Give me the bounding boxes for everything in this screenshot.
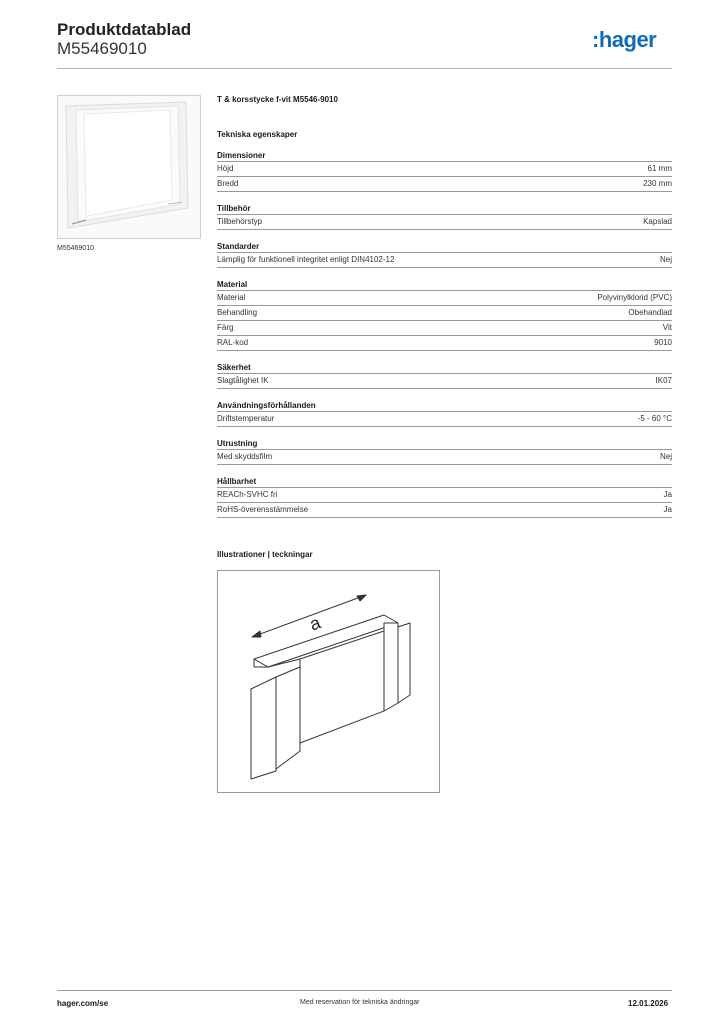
- property-row: [217, 412, 672, 427]
- property-value: -5 - 60 °C: [637, 414, 672, 423]
- footer-website[interactable]: hager.com/se: [57, 999, 109, 1008]
- dimension-label: a: [306, 612, 324, 635]
- property-label: Material: [217, 293, 246, 302]
- property-row: [217, 215, 672, 230]
- property-value: Polyvinylklorid (PVC): [597, 293, 672, 302]
- group-title: Säkerhet: [217, 362, 672, 374]
- group-title: Utrustning: [217, 438, 672, 450]
- property-label: RoHS-överensstämmelse: [217, 505, 309, 514]
- property-label: Lämplig för funktionell integritet enligt DIN4102-12: [217, 255, 395, 264]
- property-value: Ja: [663, 505, 672, 514]
- property-label: Färg: [217, 323, 234, 332]
- illustrations-heading: Illustrationer | teckningar: [217, 550, 313, 559]
- property-value: 9010: [654, 338, 672, 347]
- logo-text: :hager: [592, 27, 657, 52]
- group-title: Dimensioner: [217, 150, 672, 162]
- property-value: 230 mm: [643, 179, 672, 188]
- property-value: Obehandlad: [628, 308, 672, 317]
- property-row: [217, 336, 672, 351]
- property-group: [217, 362, 672, 389]
- technical-drawing: [217, 570, 440, 793]
- property-value: IK07: [655, 376, 672, 385]
- property-row: [217, 450, 672, 465]
- hager-logo: [592, 27, 656, 53]
- page-title: Produktdatablad: [57, 20, 192, 39]
- photo-caption: M55469010: [57, 245, 94, 252]
- group-title: Material: [217, 279, 672, 291]
- properties-heading: Tekniska egenskaper: [217, 130, 298, 139]
- property-label: REACh-SVHC fri: [217, 490, 278, 499]
- property-value: Nej: [659, 255, 672, 264]
- group-title: Standarder: [217, 241, 672, 253]
- property-row: [217, 503, 672, 518]
- property-label: Höjd: [217, 164, 234, 173]
- property-groups: [217, 150, 672, 518]
- property-group: [217, 279, 672, 351]
- product-photo: [57, 95, 201, 239]
- group-title: Tillbehör: [217, 203, 672, 215]
- property-label: Slagtålighet IK: [217, 376, 269, 385]
- property-row: [217, 321, 672, 336]
- property-row: [217, 488, 672, 503]
- property-label: Tillbehörstyp: [217, 217, 263, 226]
- property-value: Ja: [663, 490, 672, 499]
- property-row: [217, 177, 672, 192]
- property-label: Bredd: [217, 179, 239, 188]
- footer-date: 12.01.2026: [628, 999, 669, 1008]
- property-row: [217, 253, 672, 268]
- property-label: Med skyddsfilm: [217, 452, 273, 461]
- product-name: T & korsstycke f-vit M5546-9010: [217, 95, 338, 104]
- property-value: Kapslad: [643, 217, 672, 226]
- property-value: 61 mm: [647, 164, 672, 173]
- property-value: Nej: [659, 452, 672, 461]
- property-row: [217, 374, 672, 389]
- property-label: Behandling: [217, 308, 258, 317]
- property-label: RAL-kod: [217, 338, 249, 347]
- property-group: [217, 438, 672, 465]
- product-photo-image: [58, 96, 200, 238]
- group-title: Användningsförhållanden: [217, 400, 672, 412]
- footer-divider: [57, 990, 672, 991]
- property-row: [217, 162, 672, 177]
- property-label: Driftstemperatur: [217, 414, 275, 423]
- property-row: [217, 291, 672, 306]
- property-group: [217, 241, 672, 268]
- t-cross-piece-drawing: [218, 571, 439, 792]
- header-divider: [57, 68, 672, 69]
- footer-disclaimer: Med reservation för tekniska ändringar: [300, 999, 420, 1006]
- group-title: Hållbarhet: [217, 476, 672, 488]
- property-group: [217, 203, 672, 230]
- property-group: [217, 476, 672, 518]
- property-group: [217, 150, 672, 192]
- property-row: [217, 306, 672, 321]
- product-code: M55469010: [57, 39, 147, 58]
- property-value: Vit: [662, 323, 672, 332]
- property-group: [217, 400, 672, 427]
- product-details: [217, 95, 672, 518]
